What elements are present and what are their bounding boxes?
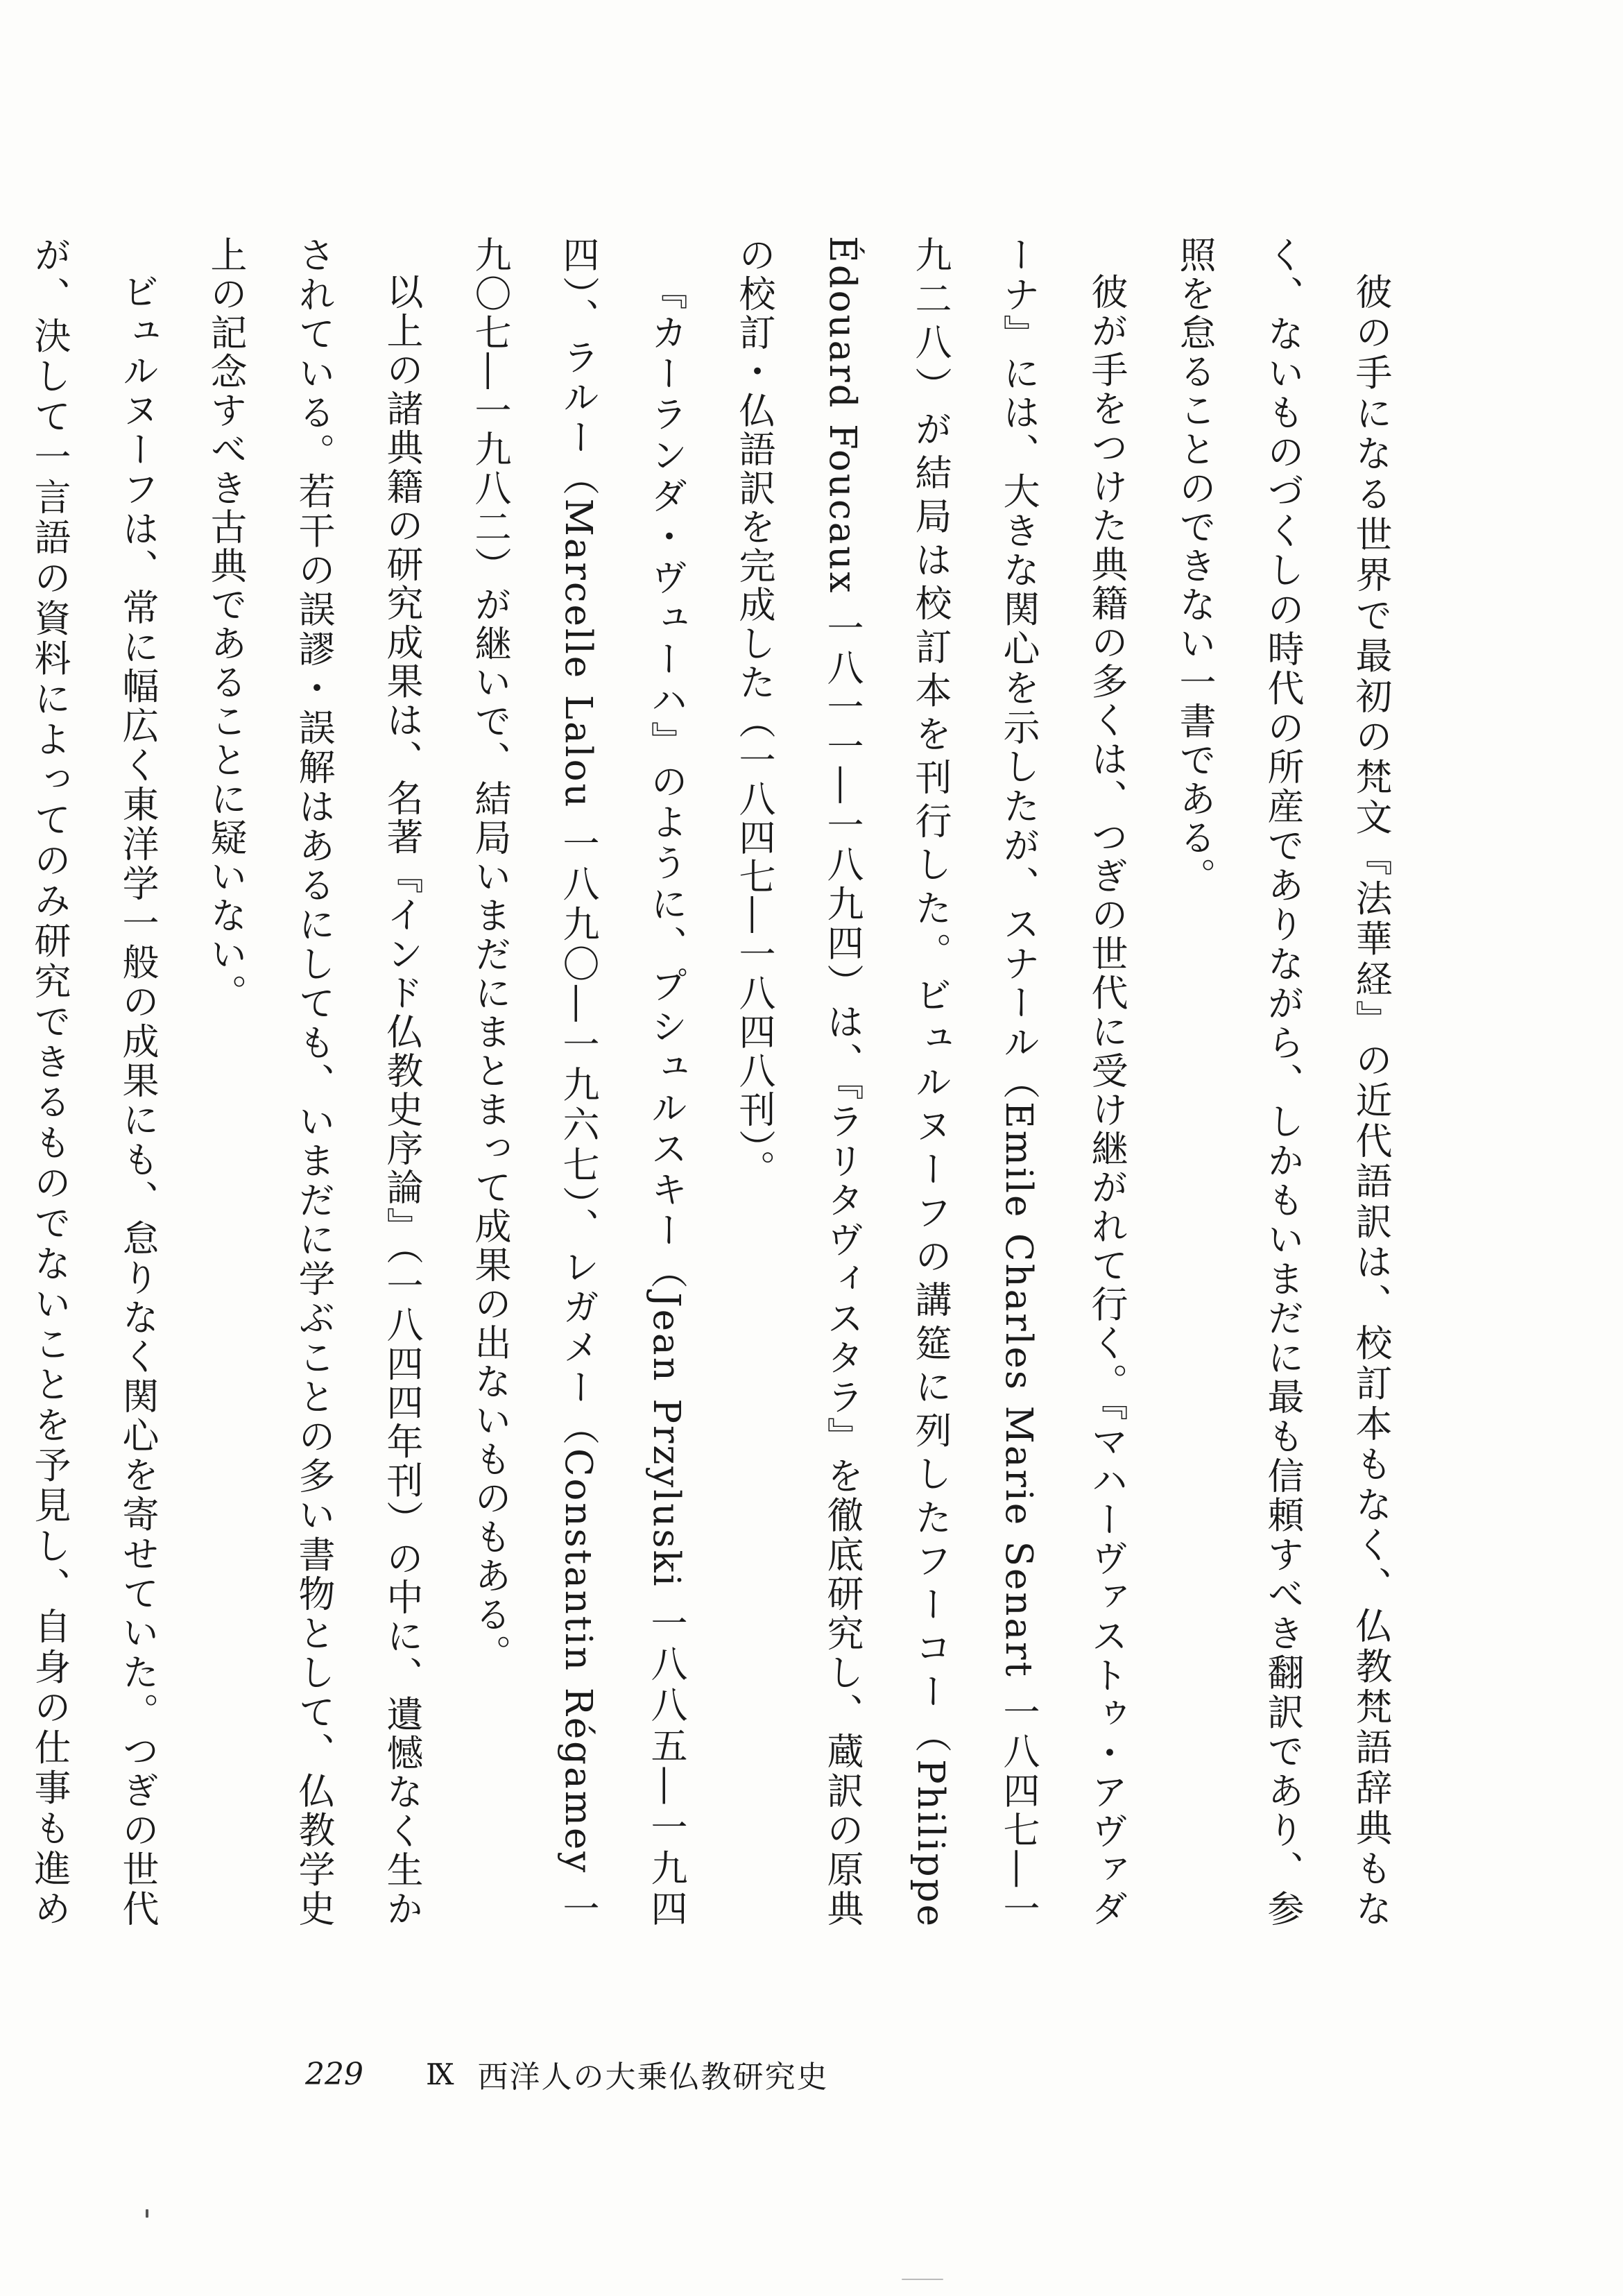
chapter-title: 西洋人の大乗仏教研究史 — [477, 2059, 829, 2095]
chapter-number: Ⅸ — [425, 2057, 454, 2091]
page-number: 229 — [305, 2056, 363, 2092]
body-text — [28, 236, 1415, 1929]
paragraph-4: 以上の諸典籍の研究成果は、名著『インド仏教史序論』（一八四四年刊）の中に、遺憾なく生かされている。若干の誤謬・誤解はあるにしても、いまだに学ぶことの多い書物として、仏教学史上の記念すべき古典であることに疑いない。 — [205, 236, 423, 1929]
paragraph-2: 彼が手をつけた典籍の多くは、つぎの世代に受け継がれて行く。『マハーヴァストゥ・アヴァダーナ』には、大きな関心を示したが、スナール（Emile Charles Marie Senart 一八四七―一九二八）が結局は校訂本を刊行した。ビュルヌーフの講筵に列したフーコー（Philippe Édouard Foucaux 一八一一―一八九四）は、『ラリタヴィスタラ』を徹底研究し、蔵訳の原典の校訂・仏語訳を完成した（一八四七―一八四八刊）。 — [733, 236, 1128, 1928]
page-footer — [305, 2050, 829, 2098]
paragraph-1: 彼の手になる世界で最初の梵文『法華経』の近代語訳は、校訂本もなく、仏教梵語辞典もなく、ないものづくしの時代の所産でありながら、しかもいまだに最も信頼すべき翻訳であり、参照を怠ることのできない一書である。 — [1174, 236, 1392, 1929]
scan-speck — [902, 2279, 943, 2280]
scan-speck — [146, 2209, 148, 2218]
paragraph-5: ビュルヌーフは、常に幅広く東洋学一般の成果にも、怠りなく関心を寄せていた。つぎの世代が、決して一言語の資料によってのみ研究できるものでないことを予見し、自身の仕事も進め — [28, 236, 159, 1928]
paragraph-3: 『カーランダ・ヴューハ』のように、プシュルスキー（Jean Przyluski 一八八五―一九四四）、ラルー（Marcelle Lalou 一八九〇―一九六七）、レガメー（Constantin Régamey 一九〇七―一九八二）が継いで、結局いまだにまとまって成果の出ないものもある。 — [469, 236, 687, 1928]
